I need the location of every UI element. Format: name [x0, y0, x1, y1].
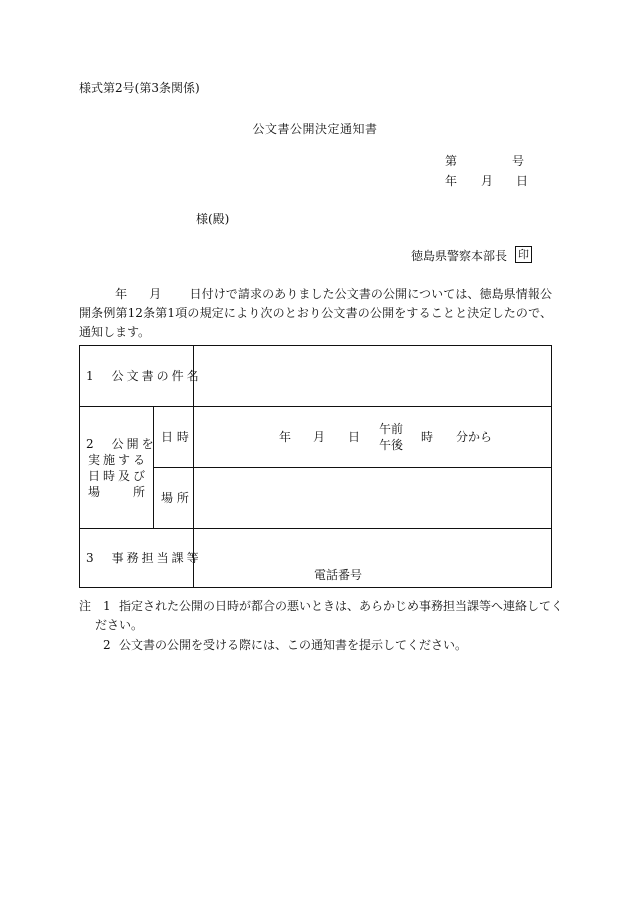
document-title: 公文書公開決定通知書 — [252, 122, 378, 136]
date-month-label: 月 — [481, 174, 494, 188]
note-text: 公文書の公開を受ける際には、この通知書を提示してください。 — [119, 638, 468, 652]
note-item — [79, 636, 559, 655]
body-main-text: 日付けで請求のありました公文書の公開については、徳島県情報公開条例第12条第1項の規定により次のとおり公文書の公開をすることと決定したので、通知します。 — [79, 287, 552, 339]
seal-stamp-box: 印 — [515, 246, 532, 263]
datetime-minute-label: 分から — [456, 430, 493, 444]
date-day-label: 日 — [516, 174, 529, 188]
row-disclosure-label-line4: 場 所 — [88, 485, 149, 499]
note-number: 2 — [103, 638, 111, 652]
table-divider — [80, 528, 551, 529]
table-divider — [153, 406, 154, 528]
reference-number-prefix: 第 — [445, 154, 458, 168]
row-department-label: 3 事務担当課等 — [86, 551, 202, 565]
note-item-continuation — [79, 616, 559, 635]
body-month-label: 月 — [149, 287, 162, 301]
row-document-subject-label: 1 公文書の件名 — [86, 369, 202, 383]
datetime-pm-label: 午後 — [379, 438, 404, 452]
notes-mark: 注 — [79, 599, 92, 613]
sender-name: 徳島県警察本部長 — [411, 249, 508, 263]
datetime-month-label: 月 — [313, 430, 326, 444]
row-disclosure-label-line2: 実施する — [88, 453, 149, 467]
note-text: ださい。 — [95, 618, 144, 632]
row-disclosure-label-line1: 2 公開を — [86, 437, 157, 451]
addressee-honorific: 様(殿) — [196, 212, 230, 226]
datetime-hour-label: 時 — [421, 430, 434, 444]
note-number: 1 — [103, 599, 111, 613]
body-year-label: 年 — [115, 287, 128, 301]
phone-number-label: 電話番号 — [314, 568, 363, 582]
datetime-day-label: 日 — [348, 430, 361, 444]
datetime-year-label: 年 — [279, 430, 292, 444]
notification-body — [79, 285, 552, 342]
table-divider — [153, 467, 551, 468]
note-text: 指定された公開の日時が都合の悪いときは、あらかじめ事務担当課等へ連絡してく — [119, 599, 564, 613]
place-sublabel: 場 所 — [161, 491, 189, 505]
reference-number-suffix: 号 — [512, 154, 525, 168]
date-year-label: 年 — [445, 174, 458, 188]
note-item — [79, 597, 564, 616]
disclosure-details-table — [79, 345, 552, 588]
datetime-am-label: 午前 — [379, 422, 404, 436]
notes-section — [79, 597, 564, 655]
row-disclosure-label-line3: 日時及び — [88, 469, 149, 483]
form-number-label: 様式第2号(第3条関係) — [79, 81, 200, 95]
datetime-sublabel: 日 時 — [161, 430, 189, 444]
table-divider — [80, 406, 551, 407]
